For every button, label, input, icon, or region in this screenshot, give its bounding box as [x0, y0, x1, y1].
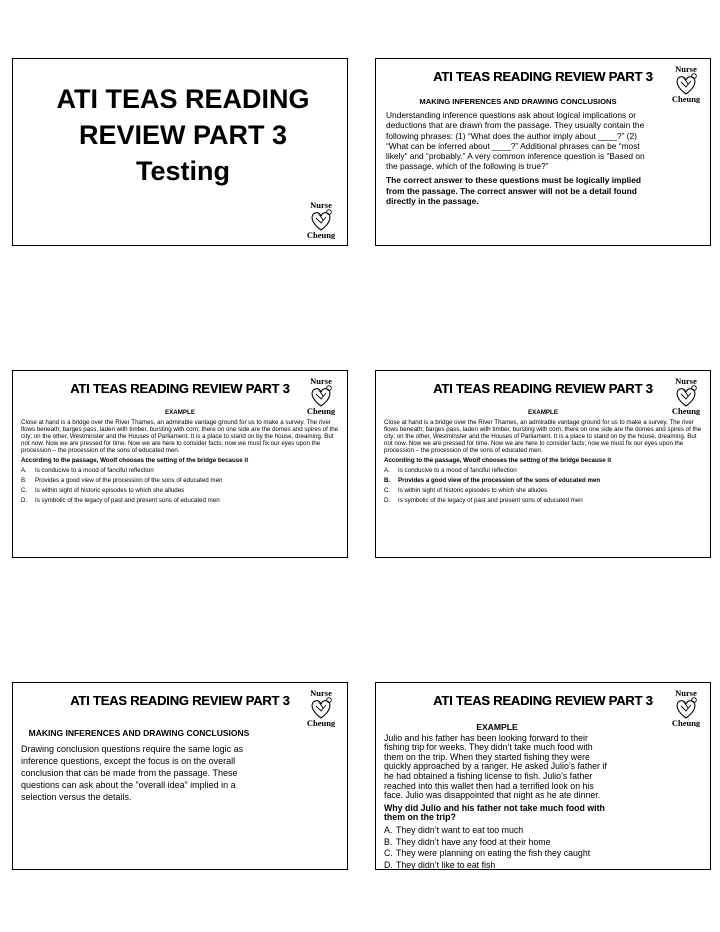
slide-2 — [375, 58, 711, 246]
option-text: Is symbolic of the legacy of past and present sons of educated men — [35, 497, 220, 504]
nurse-cheung-logo — [301, 199, 341, 239]
inference-paragraph: Understanding inference questions ask about logical implications or deductions that are drawn from the passage. They usually contain the following phrases: (1) “What does the author imply about ____?” (2) “What can be inferred about ____?” Additional phrases can be “most likely” and “probably.” A very common inference question is “Based on the passage, which of the following is true?” — [386, 110, 645, 172]
answer-options — [384, 467, 702, 504]
example-passage: Close at hand is a bridge over the River Thames, an admirable vantage ground for us to make a survey. The river flows beneath; barges pass, laden with timber, bursting with corn; there on one side are the domes and spires of the city; on the other, Westminster and the Houses of Parliament. It is a place to stand on by the house, dreaming. But not now. Now we are pressed for time. Now we are here to consider facts; now we must fix our eyes upon the procession – the procession of the sons of educated men. — [21, 419, 339, 454]
option-letter: A. — [384, 824, 393, 835]
svg-text:Cheung: Cheung — [671, 406, 701, 415]
example-passage: Julio and his father has been looking forward to their fishing trip for weeks. They didn’t take much food with them on the trip. When they started fishing they were quickly approached by a ranger. He asked Julio’s father if he had obtained a fishing license to fish. Julio’s father reached into this wallet then had a terrified look on his face. Julio was disappointed that night as he ate dinner. — [384, 732, 607, 801]
slide-header-title — [376, 693, 710, 708]
option-c — [384, 487, 702, 494]
option-a — [384, 826, 610, 836]
correct-answer-paragraph: The correct answer to these questions must be logically implied from the passage. The correct answer will not be a detail found directly in the passage. — [386, 175, 642, 206]
slide-header-title — [13, 381, 347, 396]
svg-text:Nurse: Nurse — [675, 64, 697, 74]
option-letter: B. — [21, 477, 27, 484]
slide-header-title — [376, 69, 710, 84]
slide-header-text: ATI TEAS READING REVIEW PART 3 — [433, 381, 653, 396]
slide-5-body — [21, 727, 257, 806]
slide-header-title — [376, 381, 710, 396]
option-letter: C. — [384, 848, 393, 859]
nurse-cheung-logo — [666, 63, 706, 103]
example-label: EXAMPLE — [528, 409, 558, 416]
svg-text:Cheung: Cheung — [306, 230, 336, 239]
slide-6 — [375, 682, 711, 870]
option-b-correct — [384, 477, 702, 484]
option-d — [384, 497, 702, 504]
option-a — [21, 467, 339, 474]
option-text: Provides a good view of the procession of the sons of educated men — [398, 477, 601, 484]
option-letter: B. — [384, 836, 393, 847]
answer-options — [384, 826, 610, 870]
option-text: Is within sight of historic episodes to which she alludes — [398, 487, 548, 494]
slide-5 — [12, 682, 348, 870]
svg-text:Cheung: Cheung — [306, 406, 336, 415]
slide-6-body — [384, 723, 610, 872]
option-a — [384, 467, 702, 474]
conclusion-paragraph: Drawing conclusion questions require the same logic as inference questions, except the focus is on the overall conclusion that can be made from the passage. These questions can ask about the ”overall idea” implied in a selection versus the details. — [21, 744, 244, 802]
option-letter: A. — [21, 467, 27, 474]
option-text: Provides a good view of the procession of the sons of educated men — [35, 477, 223, 484]
example-passage: Close at hand is a bridge over the River Thames, an admirable vantage ground for us to make a survey. The river flows beneath; barges pass, laden with timber, bursting with corn; there on one side are the domes and spires of the city; on the other, Westminster and the Houses of Parliament. It is a place to stand on by the house, dreaming. But not now. Now we are pressed for time. Now we are here to consider facts; now we must fix our eyes upon the procession – the procession of the sons of educated men. — [384, 419, 702, 454]
slide-header-text: ATI TEAS READING REVIEW PART 3 — [433, 693, 653, 708]
option-d — [21, 497, 339, 504]
slide-4-body — [384, 409, 702, 507]
option-text: Is conducive to a mood of fanciful reflection — [35, 467, 154, 474]
option-text: They didn’t want to eat too much — [396, 824, 524, 835]
example-label: EXAMPLE — [165, 409, 195, 416]
svg-text:Nurse: Nurse — [310, 376, 332, 386]
slide-header-text: ATI TEAS READING REVIEW PART 3 — [433, 69, 653, 84]
example-question: Why did Julio and his father not take much food with them on the trip? — [384, 802, 605, 823]
option-c — [384, 849, 610, 859]
title-line-3: Testing — [136, 156, 230, 186]
option-letter: C. — [384, 487, 391, 494]
option-text: They were planning on eating the fish they caught — [396, 848, 591, 859]
option-text: They didn’t like to eat fish — [396, 859, 496, 870]
slide-2-body — [386, 97, 650, 210]
option-letter: A. — [384, 467, 390, 474]
option-text: They didn’t have any food at their home — [396, 836, 551, 847]
option-letter: D. — [384, 859, 393, 870]
slide-4 — [375, 370, 711, 558]
title-line-2: REVIEW PART 3 — [78, 120, 288, 150]
svg-text:Nurse: Nurse — [675, 376, 697, 386]
option-letter: C. — [21, 487, 28, 494]
option-letter: B. — [384, 477, 391, 484]
option-d — [384, 861, 610, 871]
slide-3 — [12, 370, 348, 558]
option-text: Is symbolic of the legacy of past and present sons of educated men — [398, 497, 583, 504]
svg-text:Nurse: Nurse — [310, 688, 332, 698]
option-b — [21, 477, 339, 484]
section-heading: MAKING INFERENCES AND DRAWING CONCLUSIONS — [28, 728, 250, 738]
slide-3-body — [21, 409, 339, 507]
option-letter: D. — [384, 497, 391, 504]
title-line-1: ATI TEAS READING — [56, 84, 310, 114]
option-c — [21, 487, 339, 494]
answer-options — [21, 467, 339, 504]
section-heading: MAKING INFERENCES AND DRAWING CONCLUSIONS — [419, 97, 617, 106]
option-text: Is within sight of historic episodes to which she alludes — [35, 487, 185, 494]
slide-header-text: ATI TEAS READING REVIEW PART 3 — [70, 381, 290, 396]
option-b — [384, 838, 610, 848]
example-question: According to the passage, Woolf chooses the setting of the bridge because it — [21, 457, 249, 464]
slide-title-main — [53, 81, 313, 189]
option-letter: D. — [21, 497, 28, 504]
example-question: According to the passage, Woolf chooses the setting of the bridge because it — [384, 457, 612, 464]
svg-text:Nurse: Nurse — [310, 200, 332, 210]
nurse-cheung-logo — [666, 687, 706, 727]
svg-text:Cheung: Cheung — [306, 718, 336, 727]
slide-header-title — [13, 693, 347, 708]
svg-text:Nurse: Nurse — [675, 688, 697, 698]
slide-header-text: ATI TEAS READING REVIEW PART 3 — [70, 693, 290, 708]
slide-1 — [12, 58, 348, 246]
nurse-cheung-logo — [301, 687, 341, 727]
option-text: Is conducive to a mood of fanciful reflection — [398, 467, 517, 474]
svg-text:Cheung: Cheung — [671, 718, 701, 727]
example-label: EXAMPLE — [476, 722, 518, 732]
svg-text:Cheung: Cheung — [671, 94, 701, 103]
